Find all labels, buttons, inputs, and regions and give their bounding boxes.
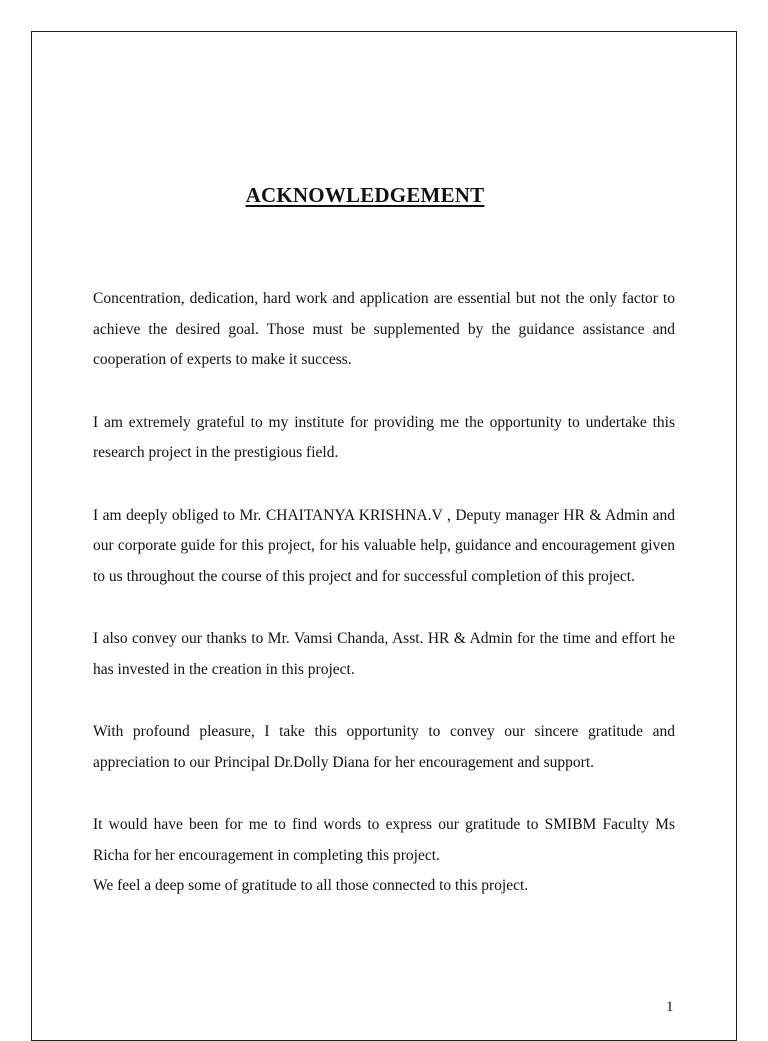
paragraph-closing: We feel a deep some of gratitude to all those connected to this project. [93,877,529,894]
page-number: 1 [666,999,674,1015]
paragraph-concentration: Concentration, dedication, hard work and application are essential but not the only factor to achieve the desired goal. Those must be supplemented by the guidance assistance and cooperation of experts to make it success. [93,290,675,368]
page-title: ACKNOWLEDGEMENT [245,183,485,207]
paragraph-corporate-guide: I am deeply obliged to Mr. CHAITANYA KRISHNA.V , Deputy manager HR & Admin and our corporate guide for this project, for his valuable help, guidance and encouragement given to us throughout the course of this project and for successful completion of this project. [93,506,675,585]
paragraph-faculty: It would have been for me to find words to express our gratitude to SMIBM Faculty Ms Richa for her encouragement in completing this project. [93,816,675,864]
paragraph-institute: I am extremely grateful to my institute for providing me the opportunity to undertake this research project in the prestigious field. [93,413,675,461]
paragraph-asst-hr: I also convey our thanks to Mr. Vamsi Chanda, Asst. HR & Admin for the time and effort he has invested in the creation in this project. [93,630,675,678]
acknowledgement-body [93,284,675,902]
paragraph-principal: With profound pleasure, I take this opportunity to convey our sincere gratitude and appreciation to our Principal Dr.Dolly Diana for her encouragement and support. [93,723,675,771]
